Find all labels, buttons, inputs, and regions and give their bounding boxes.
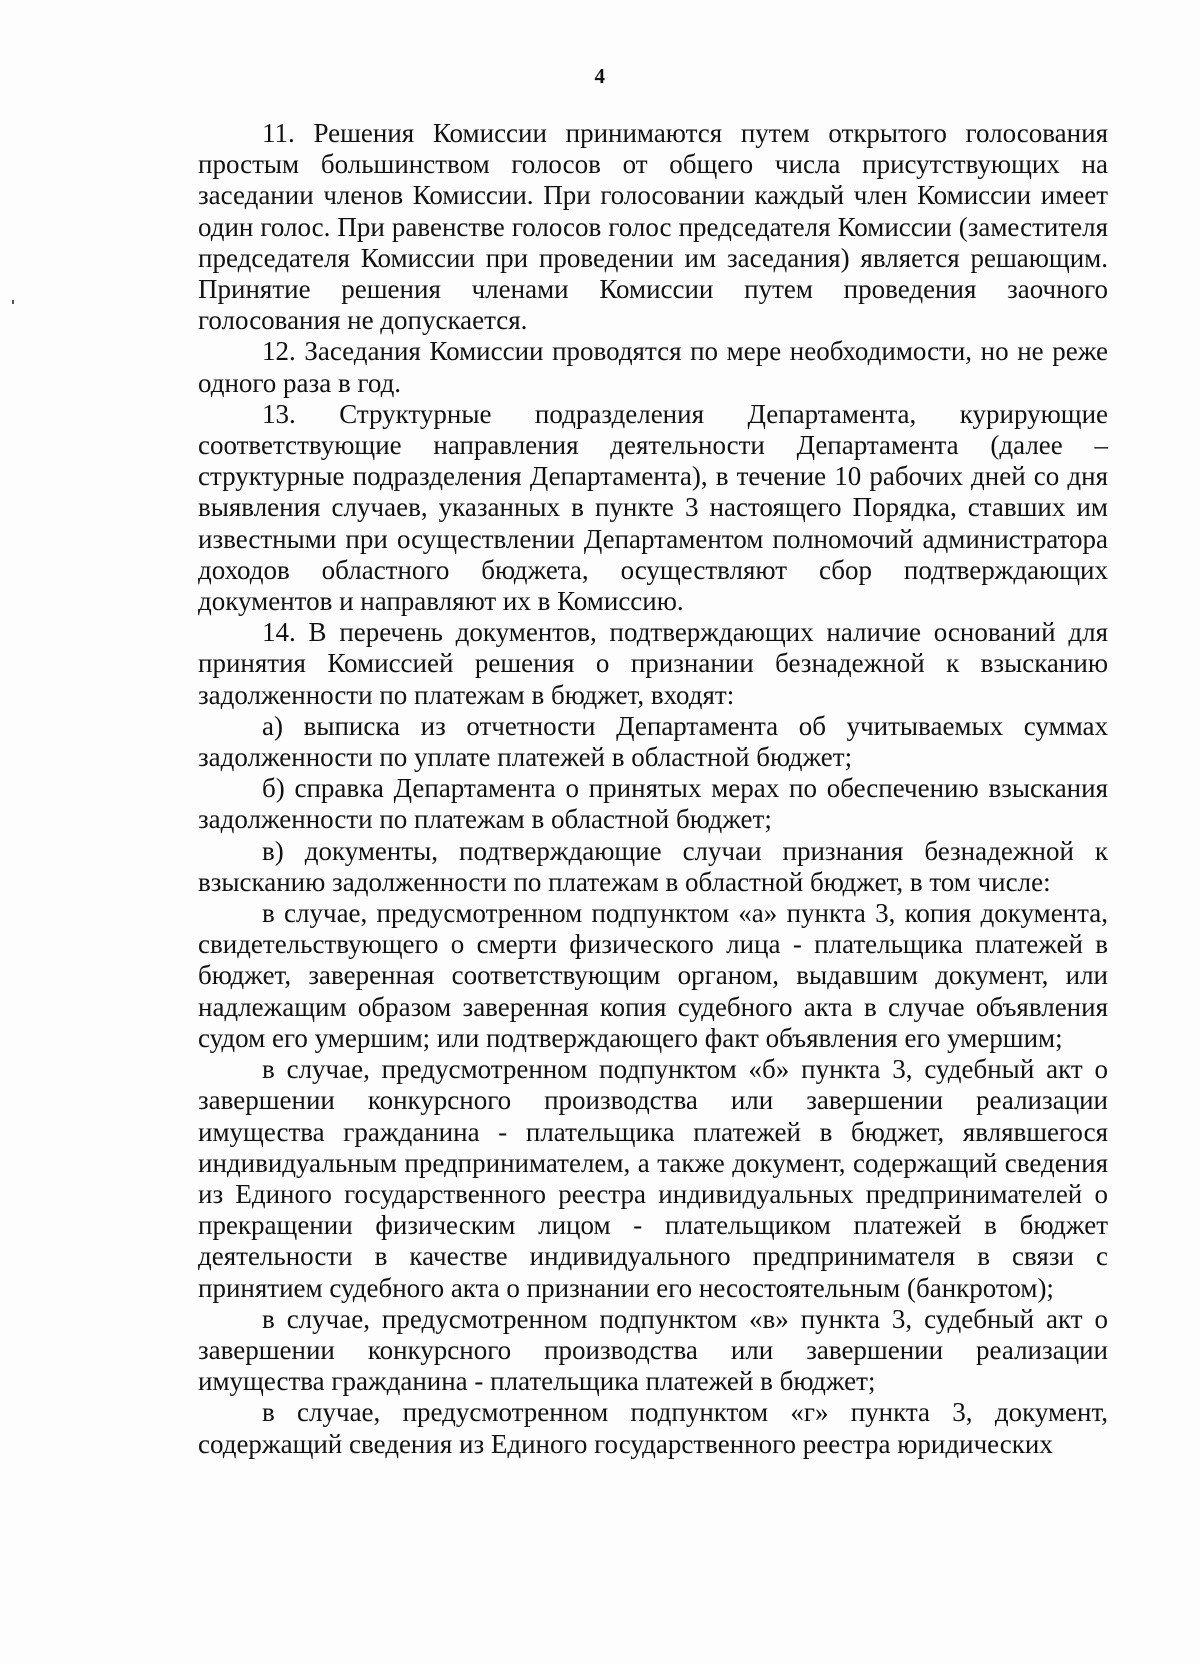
paragraph-14-v: в) документы, подтверждающие случаи признания безнадежной к взысканию задолженности по платежам в областной бюджет, в том числе: xyxy=(198,835,1108,897)
paragraph-12: 12. Заседания Комиссии проводятся по мере необходимости, но не реже одного раза в год. xyxy=(198,336,1108,398)
paragraph-14: 14. В перечень документов, подтверждающих наличие оснований для принятия Комиссией решения о признании безнадежной к взысканию задолженности по платежам в бюджет, входят: xyxy=(198,617,1108,710)
document-body xyxy=(198,118,1108,1460)
scan-mark xyxy=(12,300,14,304)
paragraph-14-b: б) справка Департамента о принятых мерах по обеспечению взыскания задолженности по платежам в областной бюджет; xyxy=(198,773,1108,835)
paragraph-14-a: а) выписка из отчетности Департамента об учитываемых суммах задолженности по уплате платежей в областной бюджет; xyxy=(198,710,1108,773)
paragraph-11: 11. Решения Комиссии принимаются путем открытого голосования простым большинством голосов от общего числа присутствующих на заседании членов Комиссии. При голосовании каждый член Комиссии имеет один голос. При равенстве голосов голос председателя Комиссии (заместителя председателя Комиссии при проведении им заседания) является решающим. Принятие решения членами Комиссии путем проведения заочного голосования не допускается. xyxy=(198,118,1108,336)
case-subpoint-g: в случае, предусмотренном подпунктом «г» пункта 3, документ, содержащий сведения из Единого государственного реестра юридических xyxy=(198,1397,1108,1459)
case-subpoint-a: в случае, предусмотренном подпунктом «а» пункта 3, копия документа, свидетельствующего о смерти физического лица - плательщика платежей в бюджет, заверенная соответствующим органом, выдавшим документ, или надлежащим образом заверенная копия судебного акта в случае объявления судом его умершим; или подтверждающего факт объявления его умершим; xyxy=(198,898,1108,1053)
case-subpoint-v: в случае, предусмотренном подпунктом «в» пункта 3, судебный акт о завершении конкурсного производства или завершении реализации имущества гражданина - плательщика платежей в бюджет; xyxy=(198,1303,1108,1397)
paragraph-13: 13. Структурные подразделения Департамента, курирующие соответствующие направления деятельности Департамента (далее – структурные подразделения Департамента), в течение 10 рабочих дней со дня выявления случаев, указанных в пункте 3 настоящего Порядка, ставших им известными при осуществлении Департаментом полномочий администратора доходов областного бюджета, осуществляют сбор подтверждающих документов и направляют их в Комиссию. xyxy=(198,398,1108,617)
page-number: 4 xyxy=(594,64,606,88)
case-subpoint-b: в случае, предусмотренном подпунктом «б» пункта 3, судебный акт о завершении конкурсного производства или завершении реализации имущества гражданина - плательщика платежей в бюджет, являвшегося индивидуальным предпринимателем, а также документ, содержащий сведения из Единого государственного реестра индивидуальных предпринимателей о прекращении физическим лицом - плательщиком платежей в бюджет деятельности в качестве индивидуального предпринимателя в связи с принятием судебного акта о признании его несостоятельным (банкротом); xyxy=(198,1054,1108,1303)
